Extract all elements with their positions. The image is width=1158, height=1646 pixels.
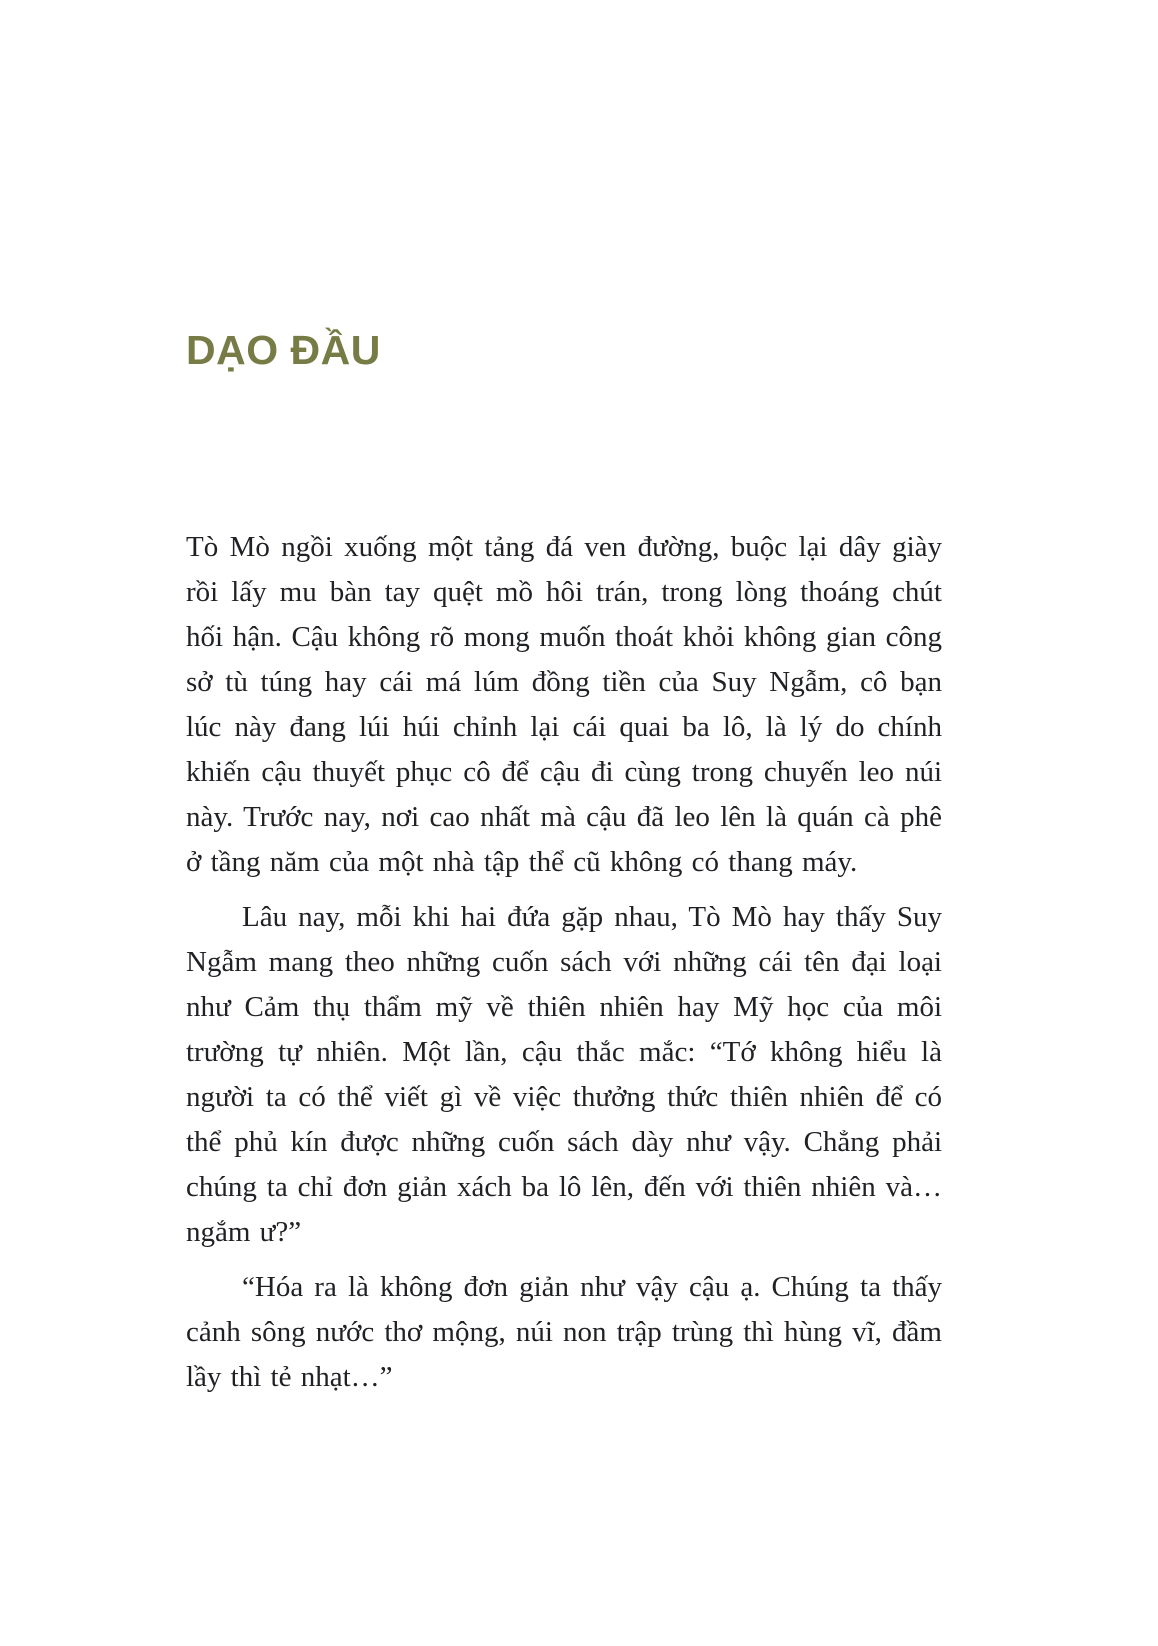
paragraph: Tò Mò ngồi xuống một tảng đá ven đường, buộc lại dây giày rồi lấy mu bàn tay quệt mồ hôi trán, trong lòng thoáng chút hối hận. Cậu không rõ mong muốn thoát khỏi không gian công sở tù túng hay cái má lúm đồng tiền của Suy Ngẫm, cô bạn lúc này đang lúi húi chỉnh lại cái quai ba lô, là lý do chính khiến cậu thuyết phục cô để cậu đi cùng trong chuyến leo núi này. Trước nay, nơi cao nhất mà cậu đã leo lên là quán cà phê ở tầng năm của một nhà tập thể cũ không có thang máy. xyxy=(186,531,942,879)
body-text xyxy=(186,525,942,1400)
paragraph: “Hóa ra là không đơn giản như vậy cậu ạ. Chúng ta thấy cảnh sông nước thơ mộng, núi non trập trùng thì hùng vĩ, đầm lầy thì tẻ nhạt…” xyxy=(186,1271,942,1394)
chapter-title: DẠO ĐẦU xyxy=(186,327,381,373)
paragraph: Lâu nay, mỗi khi hai đứa gặp nhau, Tò Mò hay thấy Suy Ngẫm mang theo những cuốn sách với những cái tên đại loại như Cảm thụ thẩm mỹ về thiên nhiên hay Mỹ học của môi trường tự nhiên. Một lần, cậu thắc mắc: “Tớ không hiểu là người ta có thể viết gì về việc thưởng thức thiên nhiên để có thể phủ kín được những cuốn sách dày như vậy. Chẳng phải chúng ta chỉ đơn giản xách ba lô lên, đến với thiên nhiên và… ngắm ư?” xyxy=(186,901,942,1249)
page-content xyxy=(186,328,942,1410)
